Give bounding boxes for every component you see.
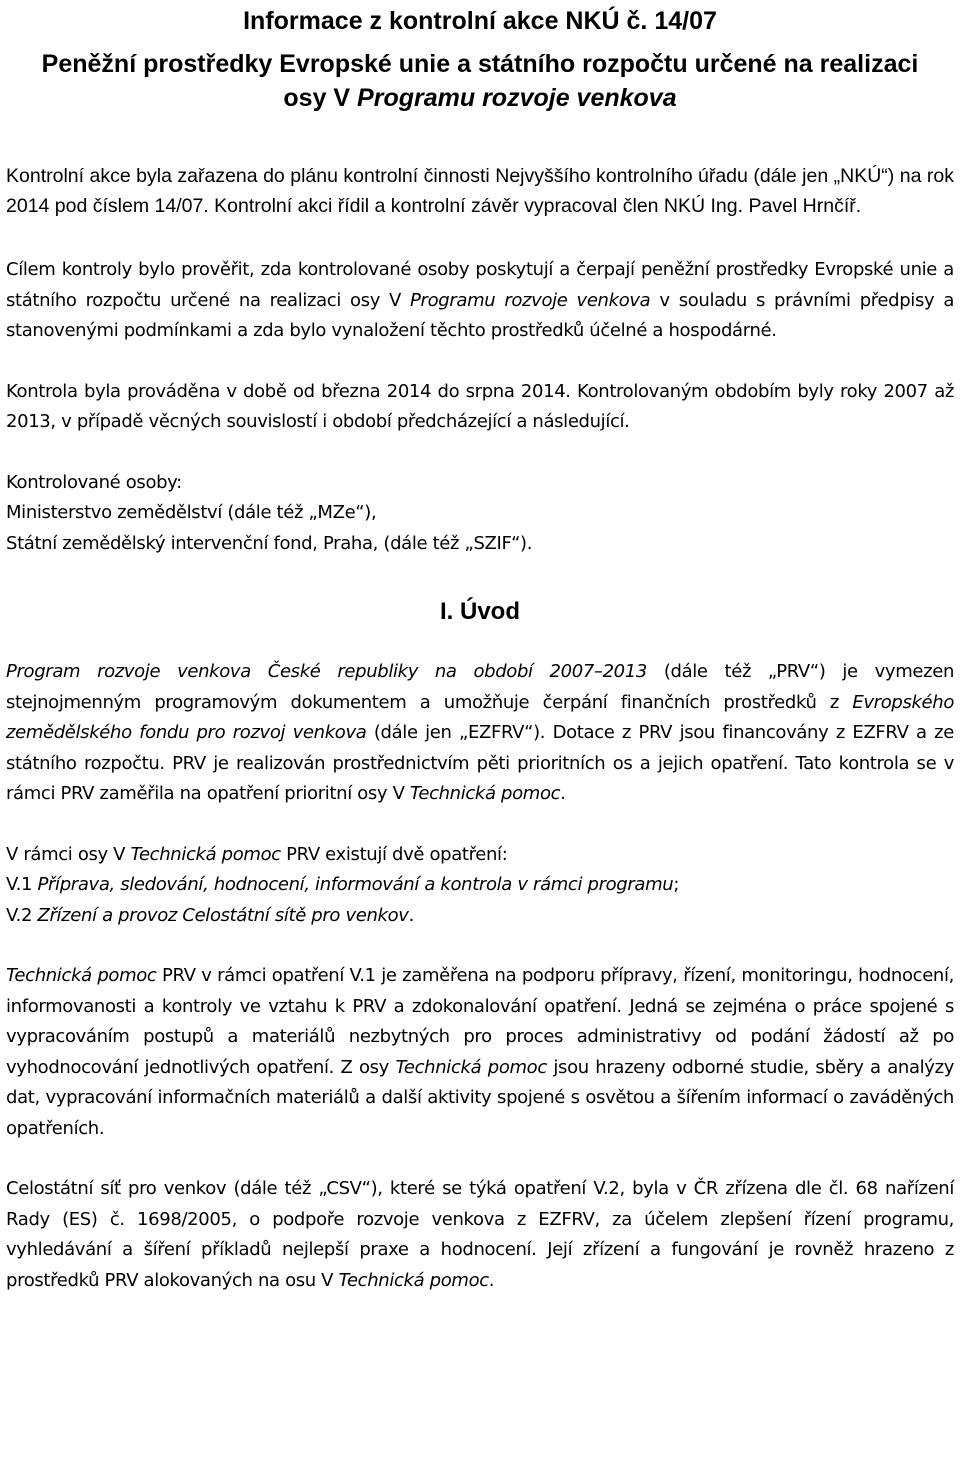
measure-item: V.1 Příprava, sledování, hodnocení, informování a kontrola v rámci programu;	[6, 874, 680, 895]
subtitle-line-1: Peněžní prostředky Evropské unie a státního rozpočtu určené na realizaci	[41, 50, 919, 78]
audited-entity-item: Státní zemědělský intervenční fond, Praha, (dále též „SZIF“).	[6, 532, 533, 554]
intro-paragraph: Kontrolní akce byla zařazena do plánu kontrolní činnosti Nejvyššího kontrolního úřadu (dále jen „NKÚ“) na rok 2014 pod číslem 14/07. Kontrolní akci řídil a kontrolní závěr vypracoval člen NKÚ Ing. Pavel Hrnčíř.	[6, 165, 954, 217]
measures-list	[6, 840, 954, 932]
subtitle-line-2: osy V Programu rozvoje venkova	[283, 84, 677, 112]
measures-lead: V rámci osy V Technická pomoc PRV existují dvě opatření:	[6, 843, 508, 865]
document-title: Informace z kontrolní akce NKÚ č. 14/07	[243, 7, 717, 35]
period-paragraph: Kontrola byla prováděna v době od března 2014 do srpna 2014. Kontrolovaným obdobím byly roky 2007 až 2013, v případě věcných souvislostí i období předcházející a následující.	[6, 380, 954, 432]
section-heading-intro: I. Úvod	[439, 598, 520, 625]
technical-assistance-paragraph: Technická pomoc PRV v rámci opatření V.1 je zaměřena na podporu přípravy, řízení, monitoringu, hodnocení, informovanosti a kontroly ve vztahu k PRV a zdokonalování opatření. Jedná se zejména o práce spojené s vypracováním postupů a materiálů nezbytných pro proces administrativy od podání žádostí až po vyhodnocování jednotlivých opatření. Z osy Technická pomoc jsou hrazeny odborné studie, sběry a analýzy dat, vypracování informačních materiálů a další aktivity spojené s osvětou a šířením informací o zaváděných opatřeních.	[6, 965, 955, 1139]
audited-entities	[6, 468, 954, 560]
rural-network-paragraph: Celostátní síť pro venkov (dále též „CSV“), které se týká opatření V.2, byla v ČR zřízena dle čl. 68 nařízení Rady (ES) č. 1698/2005, o podpoře rozvoje venkova z EZFRV, za účelem zlepšení řízení programu, vyhledávání a šíření příkladů nejlepší praxe a hodnocení. Její zřízení a fungování je rovněž hrazeno z prostředků PRV alokovaných na osu V Technická pomoc.	[6, 1178, 954, 1291]
goal-paragraph: Cílem kontroly bylo prověřit, zda kontrolované osoby poskytují a čerpají peněžní prostředky Evropské unie a státního rozpočtu určené na realizaci osy V Programu rozvoje venkova v souladu s právními předpisy a stanovenými podmínkami a zda bylo vynaložení těchto prostředků účelné a hospodárné.	[6, 259, 955, 341]
document-subtitle	[6, 47, 954, 115]
measure-item: V.2 Zřízení a provoz Celostátní sítě pro venkov.	[6, 904, 414, 926]
program-paragraph: Program rozvoje venkova České republiky na období 2007–2013 (dále též „PRV“) je vymezen stejnojmenným programovým dokumentem a umožňuje čerpání finančních prostředků z Evropského zemědělského fondu pro rozvoj venkova (dále jen „EZFRV“). Dotace z PRV jsou financovány z EZFRV a ze státního rozpočtu. PRV je realizován prostřednictvím pěti prioritních os a jejich opatření. Tato kontrola se v rámci PRV zaměřila na opatření prioritní osy V Technická pomoc.	[6, 661, 954, 804]
audited-entity-item: Ministerstvo zemědělství (dále též „MZe“),	[6, 502, 377, 523]
audited-entities-label: Kontrolované osoby:	[6, 471, 182, 493]
